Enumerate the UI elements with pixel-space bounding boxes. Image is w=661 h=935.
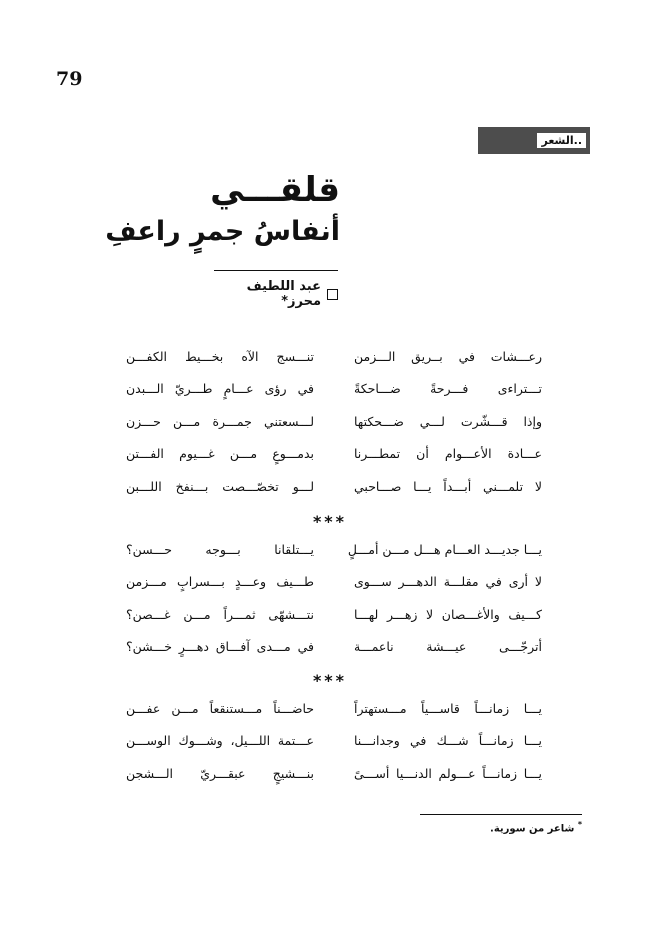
- footnote: [420, 820, 582, 834]
- poem-title-line-2: أنفاسُ جمرٍ راعفِ: [105, 216, 340, 247]
- stanza-2: [126, 533, 542, 663]
- verse-first-hemistich: رعـــشات في بــريق الـــزمن: [354, 348, 542, 364]
- author-row: [214, 279, 338, 309]
- verse-line: [126, 566, 542, 599]
- poem-title: [105, 168, 340, 252]
- verse-line: [126, 340, 542, 373]
- stanza-1: [126, 340, 542, 503]
- verse-line: [126, 405, 542, 438]
- stanza-3: [126, 692, 542, 790]
- poem-title-line-1: قلقـــي: [210, 170, 340, 210]
- verse-first-hemistich: يـــا جديـــد العـــام هـــل مـــن أمـــلٍ: [347, 541, 542, 557]
- verse-second-hemistich: يـــتلقانا بـــوجه حـــسن؟: [126, 541, 314, 557]
- stanza-divider: ***: [312, 512, 348, 531]
- verse-first-hemistich: لا تلمـــني أبـــداً يـــا صـــاحبي: [354, 478, 542, 494]
- verse-second-hemistich: بدمـــوعٍ مـــن غـــيوم الفـــتن: [126, 446, 314, 462]
- section-header-bar: [478, 127, 590, 154]
- section-label: الشعر..: [537, 133, 586, 148]
- author-name: عبد اللطيف محرز*: [246, 279, 321, 309]
- verse-second-hemistich: تنـــسج الآه بخـــيط الكفـــن: [126, 348, 314, 364]
- verse-first-hemistich: وإذا قـــشّرت لـــي ضـــحكتها: [354, 413, 542, 429]
- stanza-divider: ***: [312, 671, 348, 690]
- verse-line: [126, 692, 542, 725]
- verse-line: [126, 470, 542, 503]
- verse-first-hemistich: عـــادة الأعـــوام أن تمطـــرنا: [354, 446, 542, 462]
- footnote-text: شاعر من سورية.: [490, 823, 575, 835]
- verse-second-hemistich: لـــسعتني جمـــرة مـــن حـــزن: [126, 413, 314, 429]
- verse-first-hemistich: تـــتراءى فـــرحةً ضـــاحكةً: [354, 381, 542, 397]
- author-block: [214, 270, 338, 309]
- verse-second-hemistich: في مـــدى آفـــاق دهـــرٍ خـــشن؟: [126, 639, 314, 655]
- verse-line: [126, 533, 542, 566]
- footnote-rule: [420, 814, 582, 815]
- verse-second-hemistich: حاضـــناً مـــستنقعاً مـــن عفـــن: [126, 700, 314, 716]
- verse-second-hemistich: عـــتمة اللـــيل، وشـــوك الوســـن: [126, 733, 314, 749]
- author-rule: [214, 270, 338, 271]
- verse-second-hemistich: لـــو تخصّـــصت بـــنفخ اللـــبن: [126, 478, 314, 494]
- checkbox-icon: [327, 289, 338, 300]
- verse-line: [126, 725, 542, 758]
- verse-first-hemistich: يـــا زمانـــاً قاســـياً مـــستهتراً: [354, 700, 542, 716]
- footnote-mark: *: [577, 820, 582, 829]
- verse-first-hemistich: يـــا زمانـــاً عـــولم الدنـــيا أســـىً: [354, 765, 542, 781]
- verse-first-hemistich: يـــا زمانـــاً شـــك في وجدانـــنا: [354, 733, 542, 749]
- verse-second-hemistich: بنـــشيجٍ عبقـــريّ الـــشجن: [126, 765, 314, 781]
- verse-line: [126, 438, 542, 471]
- verse-first-hemistich: أترجّـــى عيـــشة ناعمـــة: [354, 639, 542, 655]
- verse-first-hemistich: لا أرى في مقلـــة الدهـــر ســـوى: [354, 574, 542, 590]
- page-number: 79: [56, 68, 83, 90]
- verse-line: [126, 631, 542, 664]
- verse-line: [126, 757, 542, 790]
- verse-second-hemistich: في رؤى عـــامٍ طـــريّ الـــبدن: [126, 381, 314, 397]
- verse-first-hemistich: كـــيف والأغـــصان لا زهـــر لهـــا: [354, 606, 542, 622]
- verse-line: [126, 373, 542, 406]
- verse-second-hemistich: طـــيف وعـــدٍ بـــسرابٍ مـــزمن: [126, 574, 314, 590]
- verse-second-hemistich: نتـــشهّى ثمـــراً مـــن غـــصن؟: [126, 606, 314, 622]
- verse-line: [126, 598, 542, 631]
